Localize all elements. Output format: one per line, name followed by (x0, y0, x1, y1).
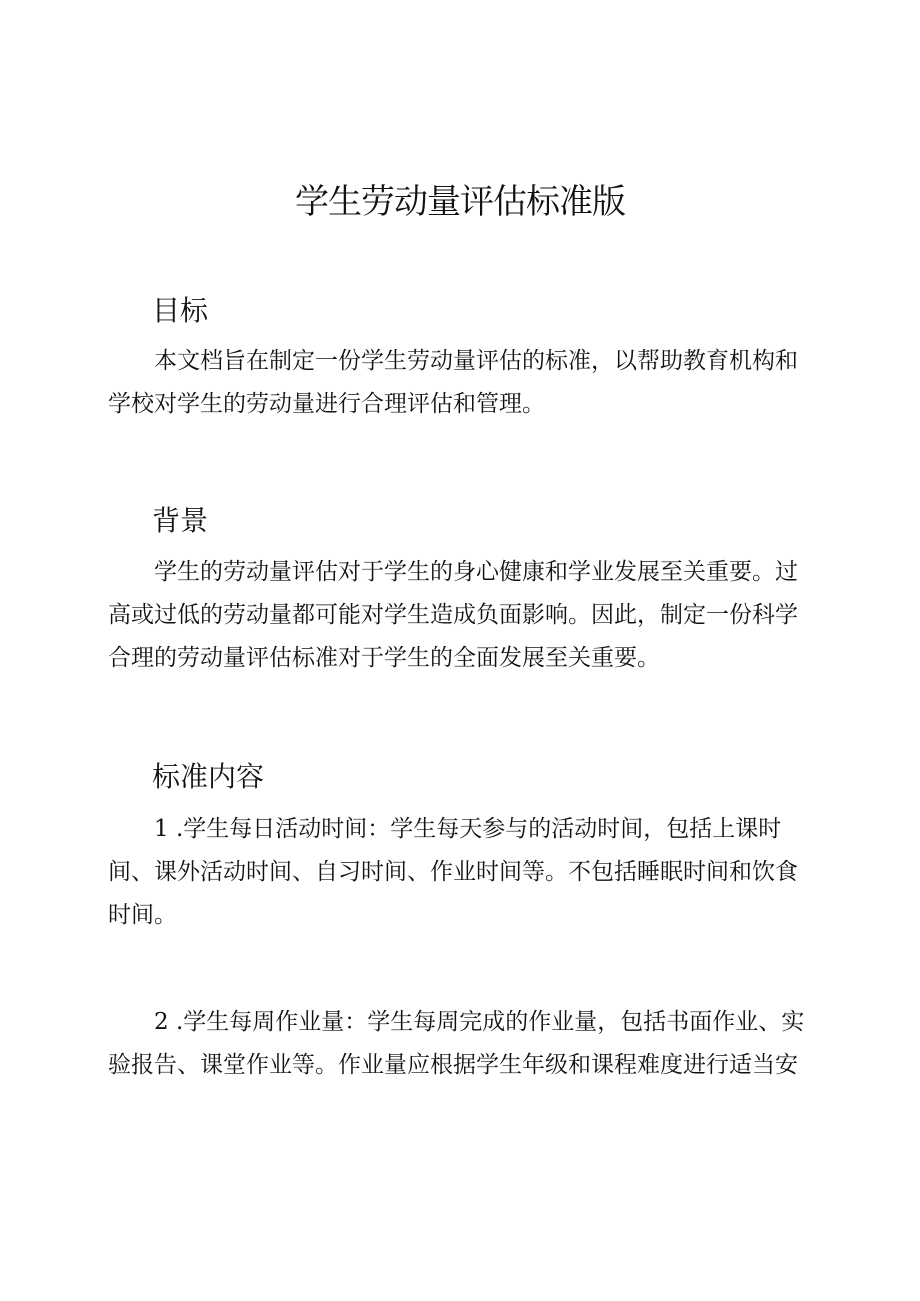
standard-item-2 (108, 1001, 828, 1087)
paragraph-line: 1 .学生每日活动时间：学生每天参与的活动时间，包括上课时 (154, 816, 782, 842)
section-heading-goal: 目标 (152, 294, 209, 327)
paragraph-line: 本文档旨在制定一份学生劳动量评估的标准，以帮助教育机构和 (154, 348, 798, 374)
paragraph-line: 时间。 (108, 902, 177, 928)
section-heading-background: 背景 (152, 504, 209, 537)
paragraph-line: 验报告、课堂作业等。作业量应根据学生年级和课程难度进行适当安 (108, 1052, 798, 1078)
paragraph-line: 高或过低的劳动量都可能对学生造成负面影响。因此，制定一份科学 (108, 602, 798, 628)
section-heading-standard-content: 标准内容 (152, 760, 265, 793)
background-paragraph (108, 551, 828, 680)
paragraph-line: 间、课外活动时间、自习时间、作业时间等。不包括睡眠时间和饮食 (108, 859, 798, 885)
paragraph-line: 学生的劳动量评估对于学生的身心健康和学业发展至关重要。过 (154, 559, 798, 585)
document-title: 学生劳动量评估标准版 (295, 182, 625, 222)
paragraph-line: 学校对学生的劳动量进行合理评估和管理。 (108, 391, 545, 417)
paragraph-line: 合理的劳动量评估标准对于学生的全面发展至关重要。 (108, 645, 660, 671)
paragraph-line: 2 .学生每周作业量：学生每周完成的作业量，包括书面作业、实 (154, 1009, 805, 1035)
goal-paragraph (108, 340, 828, 426)
standard-item-1 (108, 808, 828, 937)
